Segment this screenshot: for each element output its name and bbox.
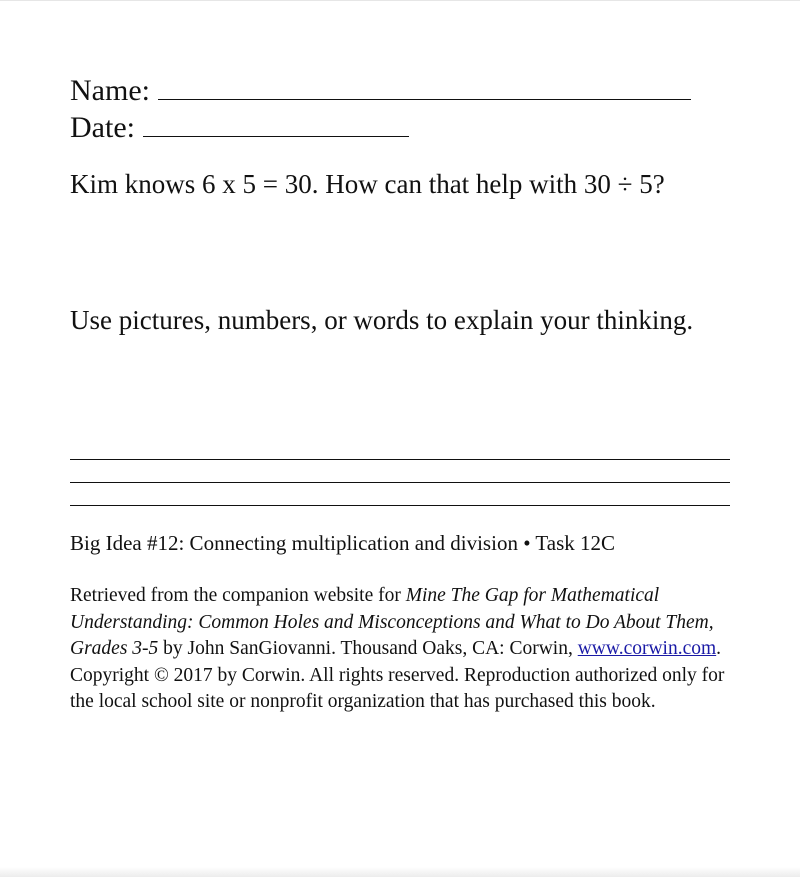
name-blank-line — [158, 73, 691, 100]
task-instruction: Use pictures, numbers, or words to explain your thinking. — [70, 305, 694, 335]
credit-mid: by John SanGiovanni. Thousand Oaks, CA: Corwin, — [158, 638, 578, 659]
answer-line — [70, 482, 730, 483]
name-label: Name: — [70, 74, 150, 107]
credit-prefix: Retrieved from the companion website for — [70, 585, 406, 606]
page-bottom-edge — [0, 867, 800, 877]
corwin-link[interactable]: www.corwin.com — [577, 638, 717, 659]
book-title: Mine The Gap for Mathematical Understanding: Common Holes and Misconceptions and What to Do About Them, Grades 3-5 — [70, 585, 714, 659]
task-question: Kim knows 6 x 5 = 30. How can that help with 30 ÷ 5? — [70, 169, 665, 199]
date-row — [70, 110, 409, 146]
date-blank-line — [143, 110, 409, 137]
big-idea-caption: Big Idea #12: Connecting multiplication and division • Task 12C — [70, 531, 616, 555]
credit-suffix: . Copyright © 2017 by Corwin. All rights reserved. Reproduction authorized only for the local school site or nonprofit organization that has purchased this book. — [70, 638, 725, 712]
credits-paragraph — [70, 583, 740, 716]
name-row — [70, 73, 691, 109]
answer-line — [70, 459, 730, 460]
date-label: Date: — [70, 111, 135, 144]
answer-line — [70, 505, 730, 506]
